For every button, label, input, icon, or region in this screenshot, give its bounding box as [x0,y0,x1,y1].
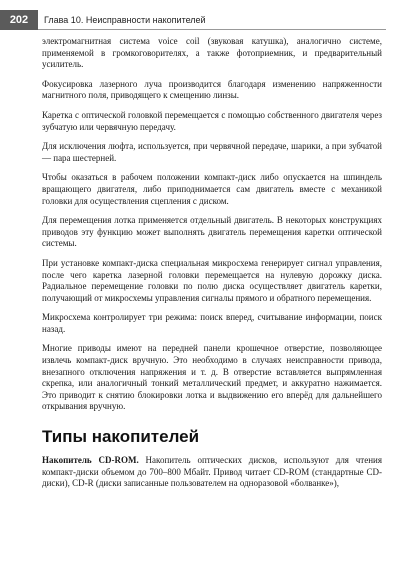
header-rule [38,29,386,30]
term-cd-rom: Накопитель CD-ROM. [42,455,139,466]
page-header [0,0,403,30]
paragraph: Для перемещения лотка применяется отдельный двигатель. В некоторых конструкциях приводов эту функцию может выполнять двигатель перемещения каретки оптической системы. [42,215,382,249]
section-heading: Типы накопителей [42,427,200,447]
term-description: Накопитель оптических дисков, используют для чтения компакт-диски объемом до 700–800 Мбайт. Привод читает CD-ROM (стандартные CD-диски), CD-R (диски записанные пользователем на одноразовой «болванке»), [42,455,383,489]
page-body [42,36,382,498]
paragraph: Каретка с оптической головкой перемещается с помощью собственного двигателя через зубчатую или червячную передачу. [42,109,382,132]
paragraph: Микросхема контролирует три режима: поиск вперед, считывание информации, поиск назад. [42,312,382,334]
paragraph: Чтобы оказаться в рабочем положении компакт-диск либо опускается на шпиндель вращающего двигателя, либо приподнимается сам двигатель вместе с механикой головки для осуществления сцепления с диском. [42,172,382,206]
section-paragraph [42,455,382,490]
paragraph: Многие приводы имеют на передней панели крошечное отверстие, позволяющее извлечь компакт-диск вручную. Это необходимо в случаях неисправности привода, внезапного отключения напряжения и т. д. В отверстие вставляется выпрямленная скрепка, или аналогичный тонкий металлический предмет, и аккуратно нажимается. Это приводит к снятию блокировки лотка и выдвижению его вперёд для дальнейшего открывания вручную. [42,343,382,412]
paragraph: электромагнитная система voice coil (звуковая катушка), аналогично системе, применяемой в громкоговорителях, а также фотоприемник, и предварительный усилитель. [42,36,382,70]
running-head: Глава 10. Неисправности накопителей [44,15,206,25]
paragraph: Фокусировка лазерного луча производится благодаря изменению напряженности магнитного поля, приводящего к смещению линзы. [42,78,382,101]
page-number: 202 [0,10,38,30]
paragraph: Для исключения люфта, используется, при червячной передаче, шарики, а при зубчатой — пара шестерней. [42,141,382,163]
paragraph: При установке компакт-диска специальная микросхема генерирует сигнал управления, после чего каретка лазерной головки перемещается на нулевую дорожку диска. Радиальное перемещение головки по полю диска осуществляет двигатель каретки, получающий от микросхемы управления сигналы прямого и обратного перемещения. [42,257,382,303]
